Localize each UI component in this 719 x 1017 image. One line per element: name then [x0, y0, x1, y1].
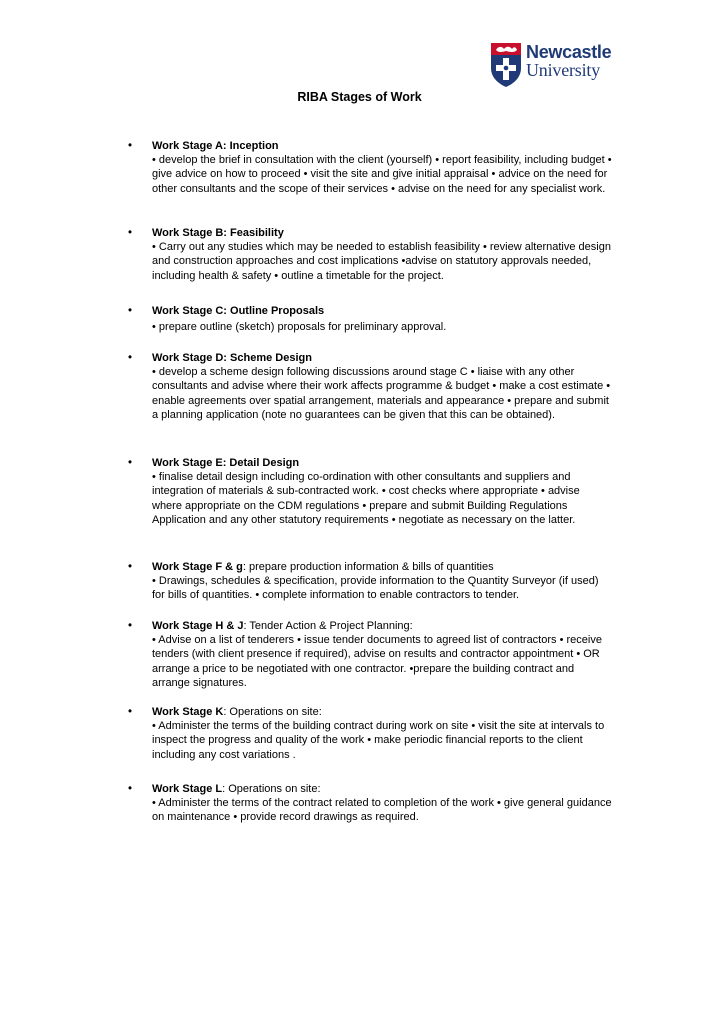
logo-wordmark-line1: Newcastle: [526, 42, 612, 62]
bullet-glyph: •: [128, 305, 133, 317]
bullet-glyph: •: [128, 457, 133, 469]
stage-label: Work Stage E: Detail Design: [152, 457, 300, 469]
stage-heading: [152, 304, 612, 318]
stage-label: Work Stage B: Feasibility: [152, 227, 284, 239]
stage-description: • develop the brief in consultation with the client (yourself) • report feasibility, including budget • give advice on how to proceed • visit the site and give initial appraisal • advice on the need for other consultants and the scope of their services • advise on the need for any specialist work.: [152, 154, 612, 195]
stage-description: • Advise on a list of tenderers • issue tender documents to agreed list of contractors • receive tenders (with client presence if required), advise on results and contractor appointment • OR arrange a price to be negotiated with one contractor. •prepare the building contract and arrange signatures.: [152, 634, 602, 689]
stage-heading-suffix: : Operations on site:: [223, 706, 322, 718]
stage-heading: [152, 560, 612, 574]
stage-heading-suffix: : Tender Action & Project Planning:: [243, 620, 413, 632]
stage-heading: [152, 782, 612, 796]
bullet-glyph: •: [128, 140, 133, 152]
university-logo: [490, 42, 612, 90]
bullet-glyph: •: [128, 352, 133, 364]
stage-description: • Drawings, schedules & specification, provide information to the Quantity Surveyor (if used) for bills of quantities. • complete information to enable contractors to tender.: [152, 575, 599, 602]
stage-heading: [152, 705, 612, 719]
stage-label: Work Stage A: Inception: [152, 140, 279, 152]
stage-description: • Administer the terms of the building contract during work on site • visit the site at intervals to inspect the progress and quality of the work • make periodic financial reports to the client including any cost variations .: [152, 720, 605, 761]
stage-label: Work Stage D: Scheme Design: [152, 352, 312, 364]
stage-heading-suffix: : Operations on site:: [222, 783, 321, 795]
stage-heading-suffix: : prepare production information & bills of quantities: [242, 561, 494, 573]
bullet-glyph: •: [128, 561, 133, 573]
stage-heading: [152, 456, 612, 470]
stage-heading: [152, 139, 612, 153]
stage-label: Work Stage L: [152, 783, 223, 795]
stage-heading: [152, 351, 612, 365]
stage-description: • Administer the terms of the contract related to completion of the work • give general guidance on maintenance • provide record drawings as required.: [152, 797, 612, 824]
stage-description: • prepare outline (sketch) proposals for preliminary approval.: [152, 321, 447, 334]
bullet-glyph: •: [128, 706, 133, 718]
stage-description: • develop a scheme design following discussions around stage C • liaise with any other consultants and advise where their work affects programme & budget • make a cost estimate • enable agreements over spatial arrangement, materials and appearance • prepare and submit a planning application (note no guarantees can be given that this can be obtained).: [152, 366, 611, 421]
stage-description: • finalise detail design including co-ordination with other consultants and suppliers and integration of materials & sub-contracted work. • cost checks where appropriate • advise where appropriate on the CDM regulations • prepare and submit Building Regulations Application and any other statutory requirements • negotiate as necessary on the latter.: [152, 471, 580, 526]
stage-label: Work Stage C: Outline Proposals: [152, 305, 325, 317]
bullet-glyph: •: [128, 783, 133, 795]
stage-description: • Carry out any studies which may be needed to establish feasibility • review alternative design and construction approaches and cost implications •advise on statutory approvals needed, including health & safety • outline a timetable for the project.: [152, 241, 611, 282]
page-title: RIBA Stages of Work: [297, 90, 422, 104]
stage-label: Work Stage F & g: [152, 561, 243, 573]
stage-label: Work Stage K: [152, 706, 224, 718]
stage-heading: [152, 226, 612, 240]
stage-heading: [152, 619, 612, 633]
shield-crest-icon: [490, 42, 522, 88]
stage-label: Work Stage H & J: [152, 620, 244, 632]
bullet-glyph: •: [128, 227, 133, 239]
bullet-glyph: •: [128, 620, 133, 632]
logo-wordmark-line2: University: [526, 60, 600, 80]
